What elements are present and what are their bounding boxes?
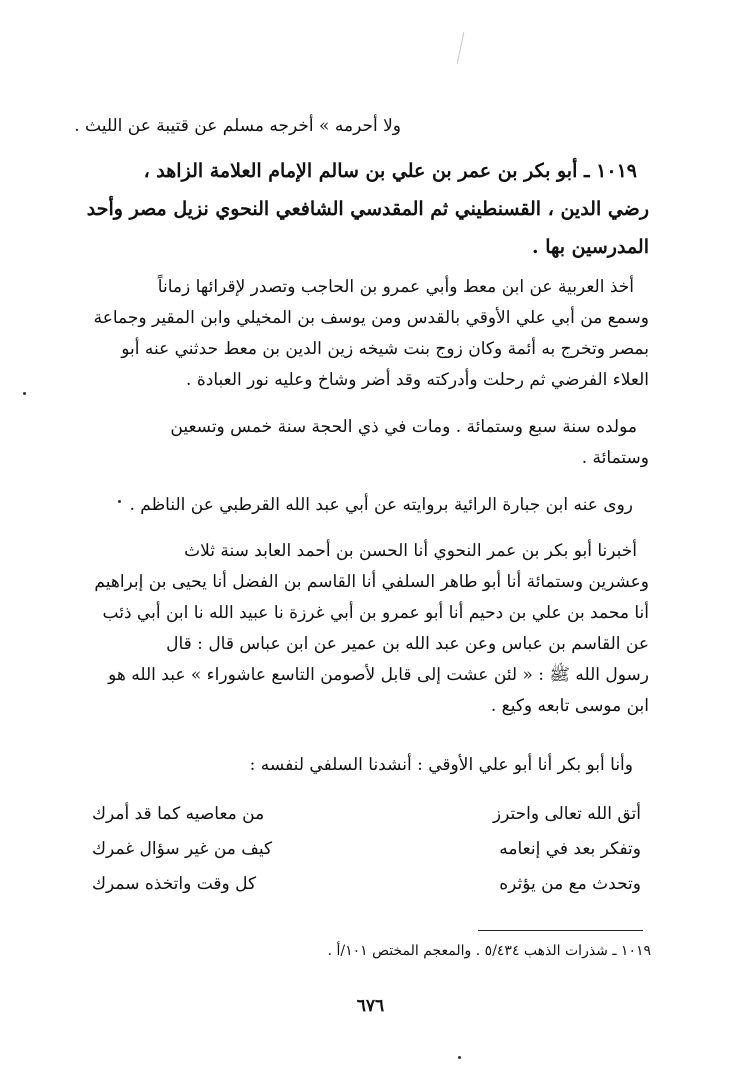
verse-2-second-hemistich: كيف من غير سؤال غمرك [92,839,273,859]
isnad-line-5: رسول الله ﷺ : « لئن عشت إلى قابل لأصومن التاسع عاشوراء » عبد الله هو [108,665,649,685]
bio-paragraph-line-4: العلاء الفرضي ثم رحلت وأدركته وقد أضر وشاخ وعليه نور العبادة . [186,370,649,390]
verse-3-first-hemistich: وتحدث مع من يؤثره [499,874,641,894]
narration-paragraph: روى عنه ابن جبارة الرائية بروايته عن أبي عبد الله القرطبي عن الناظم . [129,495,633,515]
isnad-line-2: وعشرين وستمائة أنا أبو طاهر السلفي أنا القاسم بن الفضل أنا يحيى بن إبراهيم [94,572,649,592]
scan-speck [23,392,26,395]
continuation-line: ولا أحرمه » أخرجه مسلم عن قتيبة عن الليث . [74,116,401,136]
isnad-line-1: أخبرنا أبو بكر بن عمر النحوي أنا الحسن بن أحمد العابد سنة ثلاث [184,541,637,561]
bio-paragraph-line-2: وسمع من أبي علي الأوقي بالقدس ومن يوسف بن المخيلي وابن المقير وجماعة [93,308,649,328]
poem-intro-line: وأنا أبو بكر أنا أبو علي الأوقي : أنشدنا السلفي لنفسه : [249,755,633,775]
entry-heading-line-3: المدرسين بها . [532,236,649,258]
entry-heading-line-1: ١٠١٩ ـ أبو بكر بن عمر بن علي بن سالم الإمام العلامة الزاهد ، [143,160,637,182]
scan-speck [458,1056,461,1059]
footnote-separator [478,930,643,931]
verse-1-second-hemistich: من معاصيه كما قد أمرك [92,804,265,824]
isnad-line-6: ابن موسى تابعه وكيع . [490,696,649,716]
scan-mark [457,32,465,64]
entry-heading-line-2: رضي الدين ، القسنطيني ثم المقدسي الشافعي النحوي نزيل مصر وأحد [86,198,649,220]
verse-1-first-hemistich: أتق الله تعالى واحترز [492,804,641,824]
isnad-line-4: عن القاسم بن عباس وعن عبد الله بن عمير عن ابن عباس قال : قال [166,634,649,654]
bio-paragraph-line-3: بمصر وتخرج به أئمة وكان زوج بنت شيخه زين الدين بن معط حدثني عنه أبو [121,339,649,359]
scan-speck [118,500,121,503]
dates-paragraph-line-1: مولده سنة سبع وستمائة . ومات في ذي الحجة سنة خمس وتسعين [170,417,637,437]
footnote: ١٠١٩ ـ شذرات الذهب ٥/٤٣٤ . والمعجم المختص ١٠١/أ . [327,943,651,959]
isnad-line-3: أنا محمد بن علي بن دحيم أنا أبو عمرو بن أبي غرزة نا عبيد الله نا ابن أبي ذئب [102,603,649,623]
page-number: ٦٧٦ [356,996,385,1016]
verse-3-second-hemistich: كل وقت واتخذه سمرك [92,874,257,894]
bio-paragraph-line-1: أخذ العربية عن ابن معط وأبي عمرو بن الحاجب وتصدر لإقرائها زماناً [157,277,634,297]
dates-paragraph-line-2: وستمائة . [581,448,649,468]
verse-2-first-hemistich: وتفكر بعد في إنعامه [499,839,641,859]
